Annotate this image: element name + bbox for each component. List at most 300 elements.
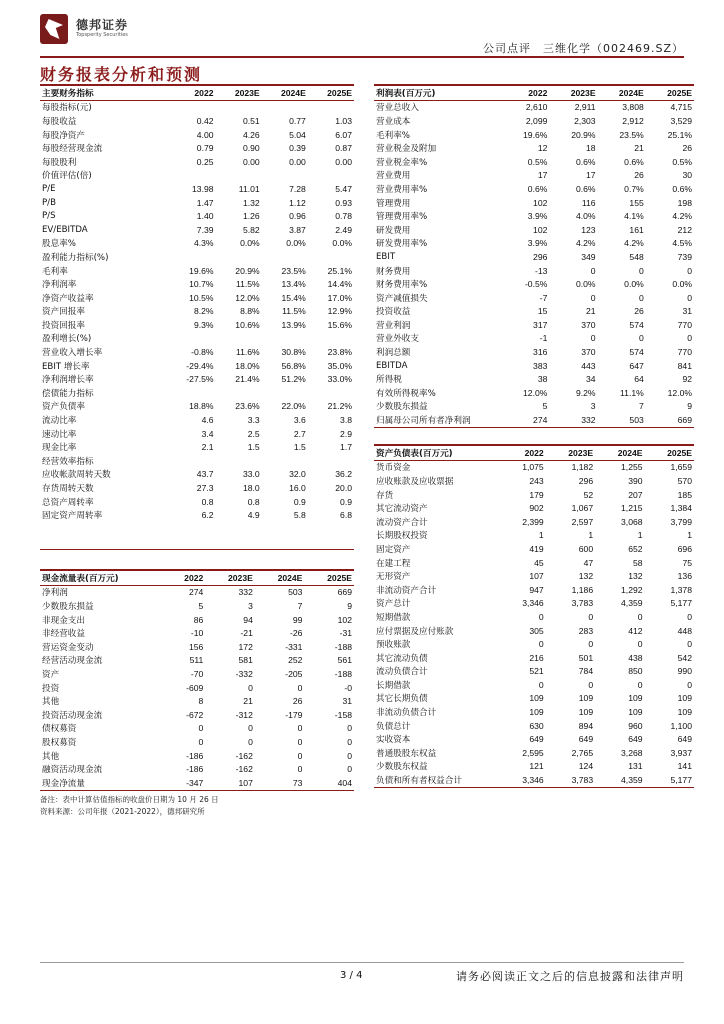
row-label: 非经营收益 bbox=[42, 629, 85, 640]
row-label: 研发费用率% bbox=[376, 239, 428, 250]
row-label: 资产回报率 bbox=[42, 307, 85, 318]
cell-value: 5.8 bbox=[293, 510, 306, 521]
table-row bbox=[374, 182, 694, 196]
row-label: 应付票据及应付账款 bbox=[376, 626, 454, 637]
row-label: 存货 bbox=[376, 490, 394, 501]
table-row bbox=[374, 474, 694, 488]
table-title: 资产负债表(百万元) bbox=[374, 445, 502, 460]
cell-value: 109 bbox=[529, 693, 544, 704]
cell-value: 4.3% bbox=[193, 238, 214, 249]
cell-value bbox=[262, 454, 308, 468]
row-label: 非现金支出 bbox=[42, 615, 85, 626]
cell-value: 43.7 bbox=[196, 469, 214, 480]
row-label: 投资 bbox=[42, 683, 60, 694]
cell-value: 0 bbox=[198, 736, 204, 747]
table-row bbox=[374, 318, 694, 332]
cell-value: 5.47 bbox=[335, 183, 352, 194]
table-row bbox=[40, 332, 354, 346]
cell-value: 274 bbox=[502, 413, 549, 427]
row-label: 预收账款 bbox=[376, 640, 411, 651]
table-row bbox=[374, 637, 694, 651]
row-label: 固定资产 bbox=[376, 544, 411, 555]
cell-value bbox=[216, 250, 262, 264]
cell-value: -0 bbox=[344, 682, 352, 693]
cell-value: 13.98 bbox=[192, 183, 214, 194]
cell-value: -0.5% bbox=[524, 279, 548, 290]
row-label: 资产 bbox=[42, 669, 60, 680]
cell-value: 32.0 bbox=[289, 469, 306, 480]
cell-value: 252 bbox=[288, 655, 303, 666]
cell-value: -186 bbox=[186, 764, 204, 775]
table-row bbox=[40, 495, 354, 509]
row-label: 财务费用率% bbox=[376, 280, 428, 291]
row-label: 实收资本 bbox=[376, 735, 411, 746]
cell-value: 2,912 bbox=[622, 115, 644, 126]
cell-value: -179 bbox=[285, 709, 303, 720]
row-label: 每股经营现金流 bbox=[42, 144, 103, 155]
cell-value: 99 bbox=[292, 614, 303, 625]
cell-value bbox=[166, 169, 216, 183]
cell-value bbox=[166, 386, 216, 400]
cell-value: 0.0% bbox=[286, 238, 306, 249]
table-row bbox=[40, 585, 354, 599]
row-label: 负债和所有者权益合计 bbox=[374, 773, 502, 787]
row-label: 每股收益 bbox=[42, 116, 77, 127]
cell-value: 10.5% bbox=[189, 292, 214, 303]
cell-value: 5.82 bbox=[242, 224, 260, 235]
cell-value: 274 bbox=[188, 587, 204, 598]
cell-value: -162 bbox=[235, 764, 253, 775]
cell-value: 0 bbox=[588, 639, 594, 650]
row-label: 应收帐款周转天数 bbox=[42, 470, 111, 481]
cell-value: 4.6 bbox=[201, 415, 214, 426]
cell-value: 3.6 bbox=[293, 415, 306, 426]
table-row bbox=[40, 223, 354, 237]
cell-value: 0.7% bbox=[624, 183, 644, 194]
row-label: 经营效率指标 bbox=[42, 456, 94, 467]
row-label: 归属母公司所有者净利润 bbox=[374, 413, 502, 427]
cell-value: 5.04 bbox=[289, 129, 306, 140]
table-row bbox=[40, 440, 354, 454]
cell-value: 17.0% bbox=[327, 292, 352, 303]
cell-value: 86 bbox=[193, 614, 204, 625]
table-row bbox=[374, 100, 694, 114]
cell-value: 21 bbox=[586, 306, 596, 317]
row-label: 研发费用 bbox=[376, 225, 411, 236]
table-row bbox=[40, 250, 354, 264]
cell-value: 1.47 bbox=[196, 197, 214, 208]
cell-value: 30.8% bbox=[281, 347, 306, 358]
cell-value: 1,292 bbox=[621, 584, 643, 595]
cell-value: 9 bbox=[687, 401, 692, 412]
cell-value: 3,346 bbox=[522, 598, 544, 609]
table-row bbox=[374, 386, 694, 400]
cell-value: 317 bbox=[533, 319, 548, 330]
cell-value: 1,100 bbox=[670, 720, 692, 731]
cell-value: 27.3 bbox=[196, 483, 214, 494]
cell-value bbox=[166, 250, 216, 264]
page-number: 3 / 4 bbox=[340, 970, 363, 981]
cell-value: -205 bbox=[285, 668, 303, 679]
table-row bbox=[40, 735, 354, 749]
table-row bbox=[374, 277, 694, 291]
row-label: 营业成本 bbox=[376, 116, 411, 127]
table-row bbox=[374, 501, 694, 515]
cell-value: 26 bbox=[292, 696, 303, 707]
table-row bbox=[374, 460, 694, 474]
cell-value: 2.7 bbox=[293, 428, 306, 439]
cell-value: 20.9% bbox=[571, 129, 596, 140]
table-row bbox=[40, 386, 354, 400]
cell-value: 542 bbox=[677, 652, 692, 663]
cell-value: -29.4% bbox=[186, 360, 214, 371]
cell-value: 58 bbox=[632, 557, 643, 568]
table-row bbox=[40, 776, 354, 790]
cell-value: 0 bbox=[638, 333, 644, 344]
cell-value: 1,067 bbox=[571, 503, 594, 514]
cell-value: 13.9% bbox=[281, 319, 306, 330]
table-row bbox=[40, 508, 354, 522]
table-row bbox=[40, 599, 354, 613]
cell-value: 894 bbox=[578, 720, 594, 731]
cell-value: 574 bbox=[629, 319, 644, 330]
table-row bbox=[374, 345, 694, 359]
row-label: 每股指标(元) bbox=[42, 103, 92, 114]
cell-value: 94 bbox=[243, 614, 253, 625]
cell-value: -188 bbox=[334, 668, 352, 679]
row-label: 偿债能力指标 bbox=[42, 388, 94, 399]
cell-value: 2,595 bbox=[522, 747, 544, 758]
brand-name-cn: 德邦证券 bbox=[76, 18, 129, 32]
cell-value: 0.6% bbox=[527, 183, 548, 194]
cell-value: 305 bbox=[529, 625, 544, 636]
cell-value: 36.2 bbox=[335, 469, 352, 480]
cell-value: 3,808 bbox=[622, 102, 644, 113]
income-statement-table bbox=[374, 84, 694, 428]
cell-value: 107 bbox=[529, 571, 544, 582]
year-header: 2022 bbox=[502, 85, 549, 100]
table-row bbox=[40, 100, 354, 114]
table-row bbox=[374, 209, 694, 223]
table-row bbox=[40, 468, 354, 482]
cell-value: 1.7 bbox=[340, 442, 352, 453]
table-row bbox=[374, 515, 694, 529]
cell-value bbox=[216, 332, 262, 346]
row-label: 少数股东损益 bbox=[376, 402, 428, 413]
cell-value: -31 bbox=[339, 628, 352, 639]
row-label: 有效所得税率% bbox=[376, 388, 436, 399]
cell-value: 11.5% bbox=[282, 306, 306, 317]
table-row bbox=[374, 141, 694, 155]
cell-value: 22.0% bbox=[281, 401, 306, 412]
cell-value: 0.0% bbox=[332, 238, 352, 249]
cell-value: 1,075 bbox=[522, 462, 544, 473]
row-label: 总资产周转率 bbox=[42, 497, 94, 508]
row-label: P/B bbox=[42, 197, 56, 208]
cell-value: 2,303 bbox=[574, 115, 596, 126]
row-label: 流动资产合计 bbox=[376, 517, 428, 528]
cell-value: 9.3% bbox=[193, 319, 214, 330]
cell-value: -70 bbox=[190, 668, 204, 679]
cell-value: 739 bbox=[677, 251, 692, 262]
cell-value: 4.26 bbox=[242, 129, 260, 140]
table-row bbox=[374, 719, 694, 733]
cell-value: 1.26 bbox=[242, 211, 260, 222]
table-row bbox=[374, 332, 694, 346]
cell-value: -1 bbox=[539, 333, 548, 344]
cell-value: 13.4% bbox=[281, 279, 306, 290]
cell-value: 383 bbox=[533, 360, 548, 371]
cell-value: -162 bbox=[235, 750, 253, 761]
cell-value: 1.03 bbox=[335, 115, 352, 126]
cell-value: -347 bbox=[166, 776, 206, 790]
row-label: 流动比率 bbox=[42, 416, 77, 427]
cell-value: 17 bbox=[586, 170, 596, 181]
cell-value: 0 bbox=[588, 679, 594, 690]
cell-value: -10 bbox=[190, 628, 204, 639]
row-label: 在建工程 bbox=[376, 558, 411, 569]
cell-value: 0.6% bbox=[575, 156, 596, 167]
cell-value: 21 bbox=[243, 696, 253, 707]
table-row bbox=[374, 291, 694, 305]
row-label: 负债总计 bbox=[376, 721, 411, 732]
cell-value: 503 bbox=[598, 413, 646, 427]
table-row bbox=[40, 654, 354, 668]
cell-value: 4.2% bbox=[624, 238, 644, 249]
cell-value: 33.0 bbox=[242, 469, 260, 480]
cell-value: 2,099 bbox=[525, 115, 548, 126]
cell-value: 75 bbox=[682, 557, 692, 568]
cell-value: 0 bbox=[297, 723, 303, 734]
year-header: 2022 bbox=[166, 85, 216, 100]
year-header: 2024E bbox=[598, 85, 646, 100]
cell-value: 11.1% bbox=[620, 387, 644, 398]
row-label: 营运资金变动 bbox=[42, 642, 94, 653]
cell-value: 0 bbox=[347, 750, 352, 761]
cell-value: 0 bbox=[538, 611, 544, 622]
note-source: 资料来源：公司年报（2021-2022），德邦研究所 bbox=[40, 807, 205, 816]
cell-value: 0 bbox=[248, 723, 253, 734]
cell-value: 102 bbox=[337, 614, 352, 625]
table-row bbox=[40, 694, 354, 708]
cell-value: 770 bbox=[677, 319, 692, 330]
cell-value: 443 bbox=[581, 360, 596, 371]
table-header-row bbox=[374, 445, 694, 460]
cell-value: 419 bbox=[529, 543, 544, 554]
table-title: 现金流量表(百万元) bbox=[40, 570, 166, 585]
cell-value: 1.5 bbox=[293, 442, 306, 453]
row-label: P/E bbox=[42, 183, 56, 194]
cell-value: 652 bbox=[628, 543, 643, 554]
cell-value: -158 bbox=[334, 709, 352, 720]
cell-value: 15.6% bbox=[327, 319, 352, 330]
cell-value: 47 bbox=[583, 557, 594, 568]
cell-value bbox=[308, 522, 354, 536]
cell-value: 600 bbox=[578, 543, 594, 554]
cell-value bbox=[262, 169, 308, 183]
row-label: 毛利率% bbox=[376, 130, 410, 141]
table-row bbox=[40, 155, 354, 169]
table-row bbox=[374, 264, 694, 278]
row-label: 投资活动现金流 bbox=[42, 710, 103, 721]
cell-value: 11.5% bbox=[235, 279, 260, 290]
cell-value: 116 bbox=[581, 197, 596, 208]
table-row bbox=[374, 359, 694, 373]
year-header: 2024E bbox=[595, 445, 644, 460]
table-row bbox=[40, 413, 354, 427]
table-row bbox=[40, 400, 354, 414]
table-row bbox=[374, 665, 694, 679]
cell-value: 0 bbox=[687, 265, 692, 276]
cell-value bbox=[166, 454, 216, 468]
cell-value: 5 bbox=[542, 401, 548, 412]
row-label: 管理费用率% bbox=[376, 212, 428, 223]
cell-value: 5,177 bbox=[645, 773, 694, 787]
cell-value: 8.2% bbox=[193, 306, 214, 317]
cell-value: 4.2% bbox=[575, 238, 596, 249]
cell-value: 1,384 bbox=[670, 503, 692, 514]
cell-value: 136 bbox=[677, 571, 692, 582]
cell-value: 850 bbox=[628, 666, 643, 677]
cell-value bbox=[308, 386, 354, 400]
cell-value bbox=[308, 100, 354, 114]
table-row bbox=[374, 223, 694, 237]
cell-value: 1 bbox=[588, 530, 594, 541]
cell-value: 107 bbox=[205, 776, 255, 790]
cell-value: 207 bbox=[628, 489, 643, 500]
cell-value: 349 bbox=[581, 251, 596, 262]
cell-value: 3,268 bbox=[621, 747, 643, 758]
cell-value: 2.49 bbox=[335, 224, 352, 235]
table-row bbox=[374, 413, 694, 427]
table-row bbox=[40, 209, 354, 223]
cell-value: 0 bbox=[588, 611, 594, 622]
table-row bbox=[40, 114, 354, 128]
table-header-row bbox=[40, 570, 354, 585]
cell-value: 5 bbox=[198, 600, 204, 611]
section-title: 财务报表分析和预测 bbox=[40, 65, 203, 84]
cell-value: 0.5% bbox=[527, 156, 548, 167]
cell-value: 0 bbox=[297, 736, 303, 747]
row-label: 长期借款 bbox=[376, 680, 411, 691]
cell-value: 669 bbox=[646, 413, 694, 427]
cell-value: 841 bbox=[677, 360, 692, 371]
year-header: 2022 bbox=[502, 445, 546, 460]
row-label: 融资活动现金流 bbox=[42, 765, 103, 776]
cell-value bbox=[262, 332, 308, 346]
cell-value: 0.77 bbox=[289, 115, 306, 126]
cell-value: 0.9 bbox=[293, 496, 306, 507]
cell-value: 649 bbox=[529, 734, 544, 745]
cell-value: -609 bbox=[186, 682, 204, 693]
cell-value bbox=[216, 169, 262, 183]
cell-value: 23.5% bbox=[281, 265, 306, 276]
cell-value: 0.39 bbox=[289, 143, 306, 154]
cell-value: 0.0% bbox=[672, 279, 692, 290]
row-label: 其它流动负债 bbox=[376, 653, 428, 664]
row-label: 营业费用率% bbox=[376, 184, 428, 195]
cell-value: -331 bbox=[285, 641, 303, 652]
row-label: 营业税金率% bbox=[376, 157, 428, 168]
cell-value: 5,177 bbox=[670, 598, 692, 609]
row-label: 毛利率 bbox=[42, 266, 68, 277]
year-header: 2023E bbox=[549, 85, 597, 100]
row-label: EBIT bbox=[376, 251, 396, 262]
table-title: 主要财务指标 bbox=[40, 85, 166, 100]
row-label: 财务费用 bbox=[376, 266, 411, 277]
cell-value: 132 bbox=[578, 571, 594, 582]
table-row bbox=[374, 597, 694, 611]
cell-value: 390 bbox=[628, 475, 643, 486]
cell-value: 21 bbox=[634, 143, 644, 154]
cell-value: 11.01 bbox=[238, 183, 260, 194]
cell-value: -312 bbox=[235, 709, 253, 720]
cell-value: 10.6% bbox=[235, 319, 260, 330]
cell-value: 1 bbox=[637, 530, 643, 541]
cell-value: 1.32 bbox=[242, 197, 260, 208]
cell-value: 18.8% bbox=[189, 401, 214, 412]
row-label: 营业利润 bbox=[376, 320, 411, 331]
cell-value: -27.5% bbox=[186, 374, 214, 385]
table-header-row bbox=[374, 85, 694, 100]
cell-value: 0.78 bbox=[335, 211, 352, 222]
table-row bbox=[374, 705, 694, 719]
table-row bbox=[374, 556, 694, 570]
brand-logo bbox=[40, 14, 200, 54]
cell-value: 18.0% bbox=[235, 360, 260, 371]
cell-value: 0 bbox=[687, 679, 692, 690]
table-row bbox=[374, 128, 694, 142]
table-row bbox=[40, 681, 354, 695]
table-title: 利润表(百万元) bbox=[374, 85, 502, 100]
table-row bbox=[40, 613, 354, 627]
year-header: 2024E bbox=[255, 570, 305, 585]
cell-value: 124 bbox=[578, 761, 594, 772]
cell-value: 0.87 bbox=[335, 143, 352, 154]
cell-value: 4.5% bbox=[672, 238, 692, 249]
row-label: 长期股权投资 bbox=[376, 531, 428, 542]
table-row bbox=[374, 114, 694, 128]
cell-value bbox=[216, 536, 262, 550]
cell-value: 0 bbox=[687, 611, 692, 622]
cell-value: 1 bbox=[687, 530, 692, 541]
cell-value: 23.8% bbox=[327, 347, 352, 358]
cell-value: 34 bbox=[586, 374, 596, 385]
cell-value: 4.0% bbox=[575, 211, 596, 222]
cell-value: 0.42 bbox=[196, 115, 214, 126]
cell-value: 3.87 bbox=[289, 224, 306, 235]
table-row bbox=[40, 427, 354, 441]
cell-value: 12.0% bbox=[667, 387, 692, 398]
cell-value: 172 bbox=[238, 641, 253, 652]
row-label: 其它长期负债 bbox=[376, 694, 428, 705]
cell-value: 669 bbox=[337, 587, 352, 598]
cell-value: 1,378 bbox=[670, 584, 692, 595]
row-label: 股权募资 bbox=[42, 737, 77, 748]
cell-value: 23.5% bbox=[619, 129, 644, 140]
cell-value: 370 bbox=[581, 319, 596, 330]
cell-value: 438 bbox=[628, 652, 643, 663]
cell-value: 3.3 bbox=[247, 415, 260, 426]
row-label: 无形资产 bbox=[376, 572, 411, 583]
row-label: 净利润率 bbox=[42, 280, 77, 291]
cell-value: 296 bbox=[578, 475, 594, 486]
cell-value: 0.96 bbox=[289, 211, 306, 222]
row-label: 其他 bbox=[42, 697, 60, 708]
cell-value: 2,399 bbox=[522, 516, 544, 527]
row-label: 所得税 bbox=[376, 375, 402, 386]
row-label: 盈利能力指标(%) bbox=[42, 252, 109, 263]
